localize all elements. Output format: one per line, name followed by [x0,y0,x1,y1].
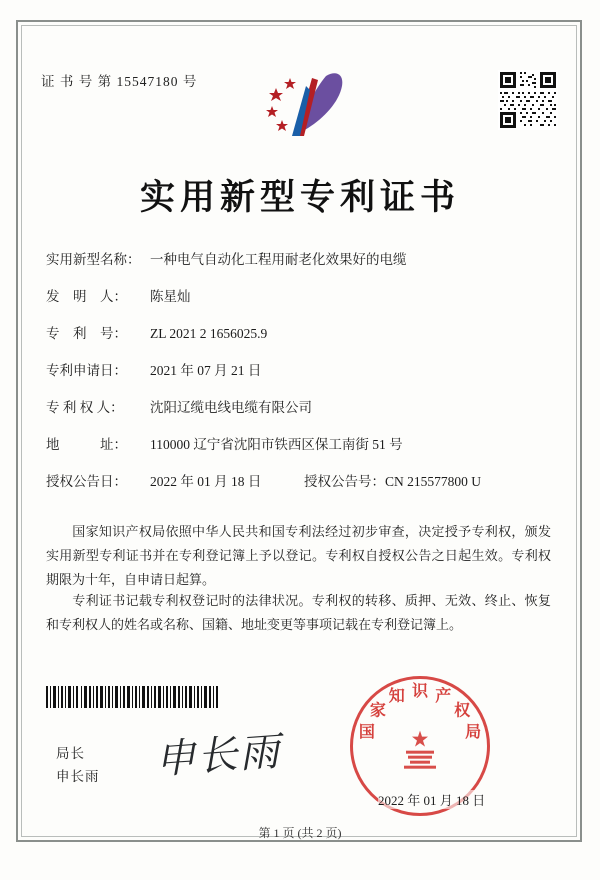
seal-date: 2022 年 01 月 18 日 [378,790,485,809]
field-value: 一种电气自动化工程用耐老化效果好的电缆 [150,252,407,267]
paragraph-grant-statement [46,520,551,592]
cnipa-logo [252,68,348,140]
seal-char: 权 [454,700,471,720]
certificate-number: 证 书 号 第 15547180 号 [41,74,198,89]
director-title-label: 局长 [56,746,85,761]
field-value: 2021 年 07 月 21 日 [150,363,262,378]
barcode [46,686,218,708]
seal-char: 知 [388,686,405,706]
field-application-date [46,359,546,396]
field-value: 沈阳辽缆电线电缆有限公司 [150,400,312,415]
page-footer: 第 1 页 (共 2 页) [258,826,342,840]
director-handwritten-signature: 申长雨 [153,728,283,784]
field-inventor [46,285,546,322]
field-label: 专 利 权 人： [46,400,124,415]
field-value-grant-number: CN 215577800 U [385,474,482,489]
seal-char: 识 [411,681,428,700]
field-label: 专 利 号： [46,326,127,341]
field-address [46,433,546,470]
field-label: 地 址： [46,437,127,452]
field-utility-model-name [46,248,546,285]
director-name-label: 申长雨 [56,769,100,784]
paragraph-registry-statement [46,589,551,637]
field-value: 110000 辽宁省沈阳市铁西区保工南街 51 号 [150,437,403,452]
paragraph-text: 专利证书记载专利权登记时的法律状况。专利权的转移、质押、无效、终止、恢复和专利权人的姓名或名称、国籍、地址变更等事项记载在专利登记簿上。 [46,593,551,632]
qr-code [498,70,558,130]
paragraph-text: 国家知识产权局依照中华人民共和国专利法经过初步审查，决定授予专利权，颁发实用新型专利证书并在专利登记簿上予以登记。专利权自授权公告之日起生效。专利权期限为十年，自申请日起算。 [46,524,551,587]
grant-number-group [304,470,481,490]
field-label-grant-number: 授权公告号： [304,474,385,489]
field-label: 发 明 人： [46,289,127,304]
seal-char: 局 [465,721,482,741]
field-label: 实用新型名称： [46,252,141,267]
seal-char: 国 [358,721,375,741]
seal-char: 家 [369,700,386,720]
field-value-grant-date: 2022 年 01 月 18 日 [150,474,262,489]
field-value: ZL 2021 2 1656025.9 [150,326,268,341]
field-value: 陈星灿 [150,289,191,304]
field-grant-announcement [46,470,546,507]
field-patentee [46,396,546,433]
field-list [46,248,546,507]
field-label: 专利申请日： [46,363,127,378]
seal-char: 产 [435,686,452,706]
field-patent-number [46,322,546,359]
page-title: 实用新型专利证书 [139,177,460,218]
field-label-grant-date: 授权公告日： [46,474,127,489]
